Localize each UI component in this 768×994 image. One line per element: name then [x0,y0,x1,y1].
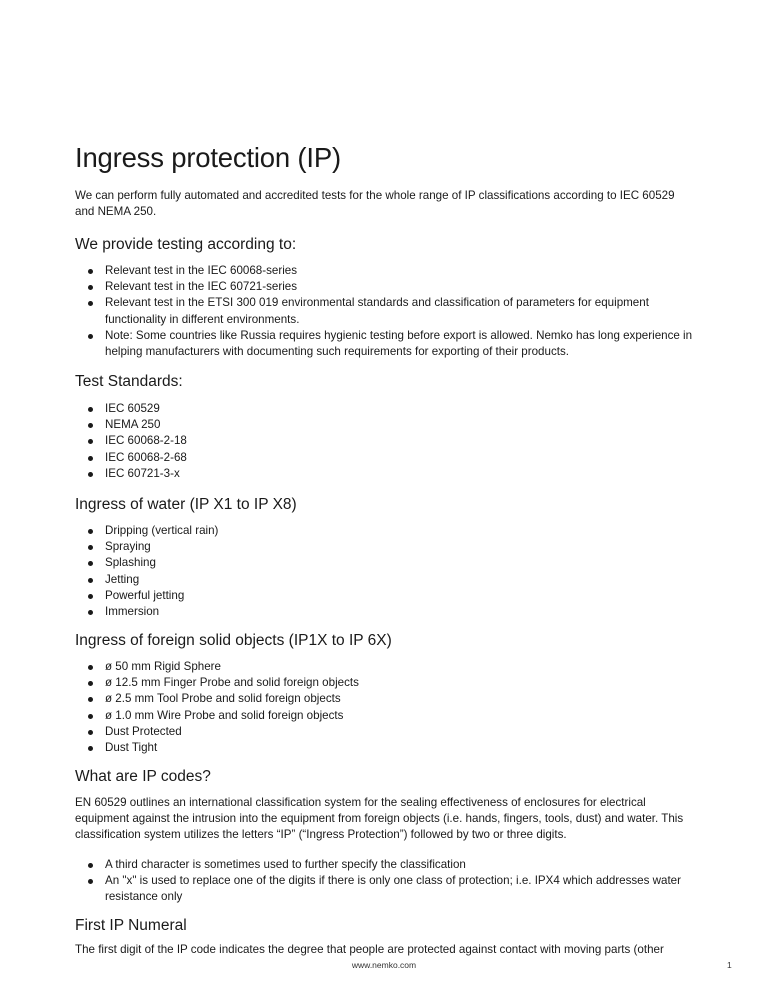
list-item: Relevant test in the IEC 60721-series [75,279,695,295]
first-numeral-paragraph: The first digit of the IP code indicates the degree that people are protected against contact with moving parts (other [75,943,664,956]
list-item: Note: Some countries like Russia requires hygienic testing before export is allowed. Nemko has long experience in helping manufacturers with documenting such requirements for exporting of their products. [75,328,695,360]
intro-paragraph: We can perform fully automated and accredited tests for the whole range of IP classifications according to IEC 60529 and NEMA 250. [75,189,675,218]
page-title: Ingress protection (IP) [75,142,341,173]
list-item: IEC 60068-2-18 [75,433,695,449]
first-numeral-heading: First IP Numeral [75,917,187,934]
list-item: Splashing [75,555,695,571]
solids-section [75,632,695,756]
list-item: ø 2.5 mm Tool Probe and solid foreign objects [75,691,695,707]
water-heading: Ingress of water (IP X1 to IP X8) [75,496,297,513]
ip-codes-heading: What are IP codes? [75,768,211,785]
list-item: ø 1.0 mm Wire Probe and solid foreign objects [75,708,695,724]
list-item: Relevant test in the IEC 60068-series [75,263,695,279]
standards-heading: Test Standards: [75,373,183,390]
water-list [75,523,695,620]
water-section [75,496,695,620]
standards-section [75,373,695,482]
list-item: Dust Tight [75,740,695,756]
ip-codes-paragraph: EN 60529 outlines an international classification system for the sealing effectiveness of enclosures for electrical equipment against the intrusion into the equipment from foreign objects (i.e. hands, fingers, tools, dust) and water. This classification system utilizes the letters “IP” (“Ingress Protection”) followed by two or three digits. [75,796,684,841]
list-item: Immersion [75,604,695,620]
list-item: A third character is sometimes used to further specify the classification [75,857,695,873]
list-item: Jetting [75,572,695,588]
standards-list [75,401,695,482]
list-item: NEMA 250 [75,417,695,433]
list-item: Dust Protected [75,724,695,740]
solids-heading: Ingress of foreign solid objects (IP1X to IP 6X) [75,632,392,649]
ip-codes-list [75,857,695,906]
footer-url: www.nemko.com [351,960,417,970]
testing-list [75,263,695,360]
ip-codes-section [75,768,695,906]
list-item: An "x" is used to replace one of the digits if there is only one class of protection; i.e. IPX4 which addresses water resistance only [75,873,695,905]
list-item: Relevant test in the ETSI 300 019 environmental standards and classification of parameters for equipment functionality in different environments. [75,295,695,327]
testing-heading: We provide testing according to: [75,236,297,253]
intro-section [75,188,695,220]
first-numeral-section [75,917,695,958]
list-item: IEC 60068-2-68 [75,450,695,466]
list-item: Powerful jetting [75,588,695,604]
testing-section [75,236,695,360]
list-item: IEC 60721-3-x [75,466,695,482]
list-item: Dripping (vertical rain) [75,523,695,539]
list-item: ø 50 mm Rigid Sphere [75,659,695,675]
list-item: ø 12.5 mm Finger Probe and solid foreign objects [75,675,695,691]
list-item: Spraying [75,539,695,555]
page-number: 1 [727,960,732,970]
solids-list [75,659,695,756]
list-item: IEC 60529 [75,401,695,417]
